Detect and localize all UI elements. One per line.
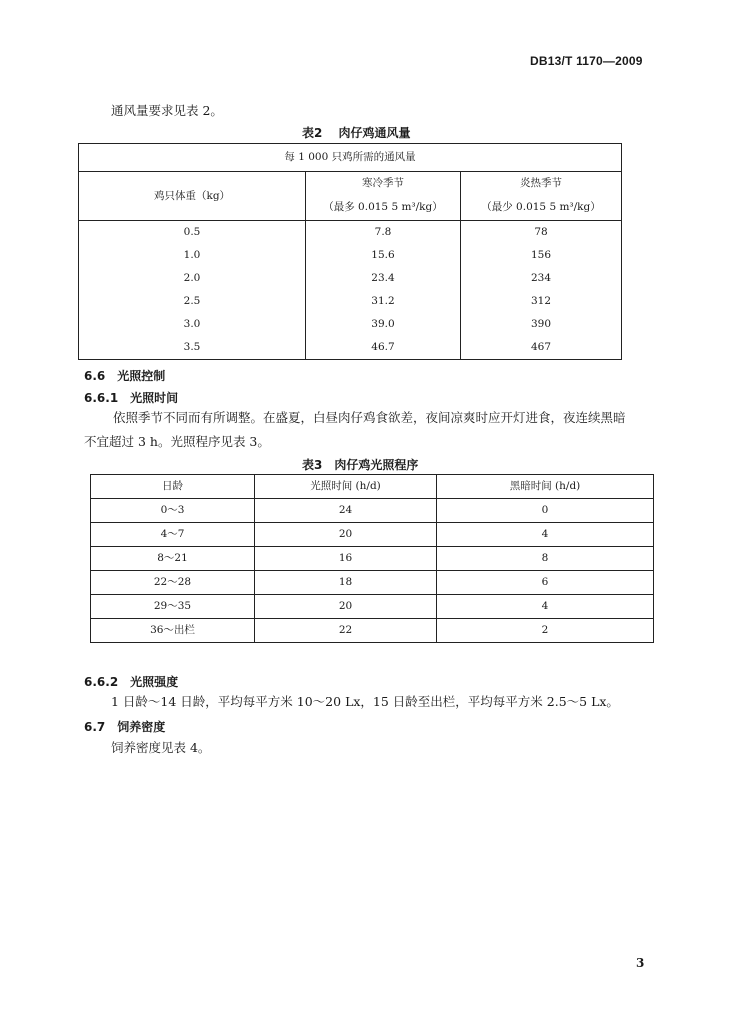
document-code: DB13/T 1170—2009 [530,54,643,68]
dark-cell: 0 [437,499,654,523]
section-6-6-heading: 6.6 光照控制 [84,369,166,383]
weight-cell: 3.0 [79,313,306,336]
hot-cell: 312 [461,290,622,313]
weight-cell: 2.5 [79,290,306,313]
table-row [79,244,622,267]
section-6-7-heading: 6.7 饲养密度 [84,720,166,734]
table-row [79,336,622,360]
cold-cell: 23.4 [306,267,461,290]
cold-cell: 39.0 [306,313,461,336]
dark-cell: 4 [437,523,654,547]
weight-cell: 1.0 [79,244,306,267]
paragraph-6-6-2: 1 日龄～14 日龄，平均每平方米 10～20 Lx，15 日龄至出栏，平均每平方米 2.5～5 Lx。 [111,694,619,709]
table2-col-cold-line2: （最多 0.015 5 m³/kg） [306,195,461,221]
weight-cell: 2.0 [79,267,306,290]
table-row [79,313,622,336]
table2-span-header: 每 1 000 只鸡所需的通风量 [79,144,622,172]
age-cell: 22～28 [91,571,255,595]
table-row [79,221,622,245]
table3-caption: 表3 肉仔鸡光照程序 [302,458,419,472]
light-cell: 20 [255,595,437,619]
table-row [79,290,622,313]
hot-cell: 390 [461,313,622,336]
age-cell: 8～21 [91,547,255,571]
light-cell: 16 [255,547,437,571]
paragraph-6-6-1-line1: 依照季节不同而有所调整。在盛夏，白昼肉仔鸡食欲差，夜间凉爽时应开灯进食，夜连续黑暗 [113,410,626,425]
hot-cell: 234 [461,267,622,290]
hot-cell: 467 [461,336,622,360]
weight-cell: 3.5 [79,336,306,360]
light-cell: 22 [255,619,437,643]
table3-col-light: 光照时间 (h/d) [255,475,437,499]
table2-col-hot-line2: （最少 0.015 5 m³/kg） [461,195,622,221]
dark-cell: 2 [437,619,654,643]
paragraph-6-7: 饲养密度见表 4。 [111,740,211,755]
page-number: 3 [636,956,645,970]
cold-cell: 7.8 [306,221,461,245]
age-cell: 29～35 [91,595,255,619]
hot-cell: 156 [461,244,622,267]
dark-cell: 6 [437,571,654,595]
section-6-6-2-heading: 6.6.2 光照强度 [84,675,179,689]
table-row [91,595,654,619]
table2-col-cold-line1: 寒冷季节 [306,172,461,195]
table-row [91,523,654,547]
ventilation-table [78,143,622,360]
intro-text: 通风量要求见表 2。 [111,103,223,118]
table-row [91,547,654,571]
table-row [91,619,654,643]
paragraph-6-6-1-line2: 不宜超过 3 h。光照程序见表 3。 [84,434,270,449]
age-cell: 0～3 [91,499,255,523]
table2-col-hot-line1: 炎热季节 [461,172,622,195]
light-cell: 24 [255,499,437,523]
table2-caption: 表2 肉仔鸡通风量 [302,126,411,140]
light-cell: 18 [255,571,437,595]
table-row [79,267,622,290]
section-6-6-1-heading: 6.6.1 光照时间 [84,391,179,405]
table3-col-age: 日龄 [91,475,255,499]
table-row [91,571,654,595]
dark-cell: 4 [437,595,654,619]
hot-cell: 78 [461,221,622,245]
age-cell: 36～出栏 [91,619,255,643]
cold-cell: 15.6 [306,244,461,267]
weight-cell: 0.5 [79,221,306,245]
cold-cell: 31.2 [306,290,461,313]
cold-cell: 46.7 [306,336,461,360]
dark-cell: 8 [437,547,654,571]
age-cell: 4～7 [91,523,255,547]
table2-col-weight: 鸡只体重（kg） [79,172,306,221]
lighting-table [90,474,654,643]
light-cell: 20 [255,523,437,547]
table3-col-dark: 黑暗时间 (h/d) [437,475,654,499]
table-row [91,499,654,523]
